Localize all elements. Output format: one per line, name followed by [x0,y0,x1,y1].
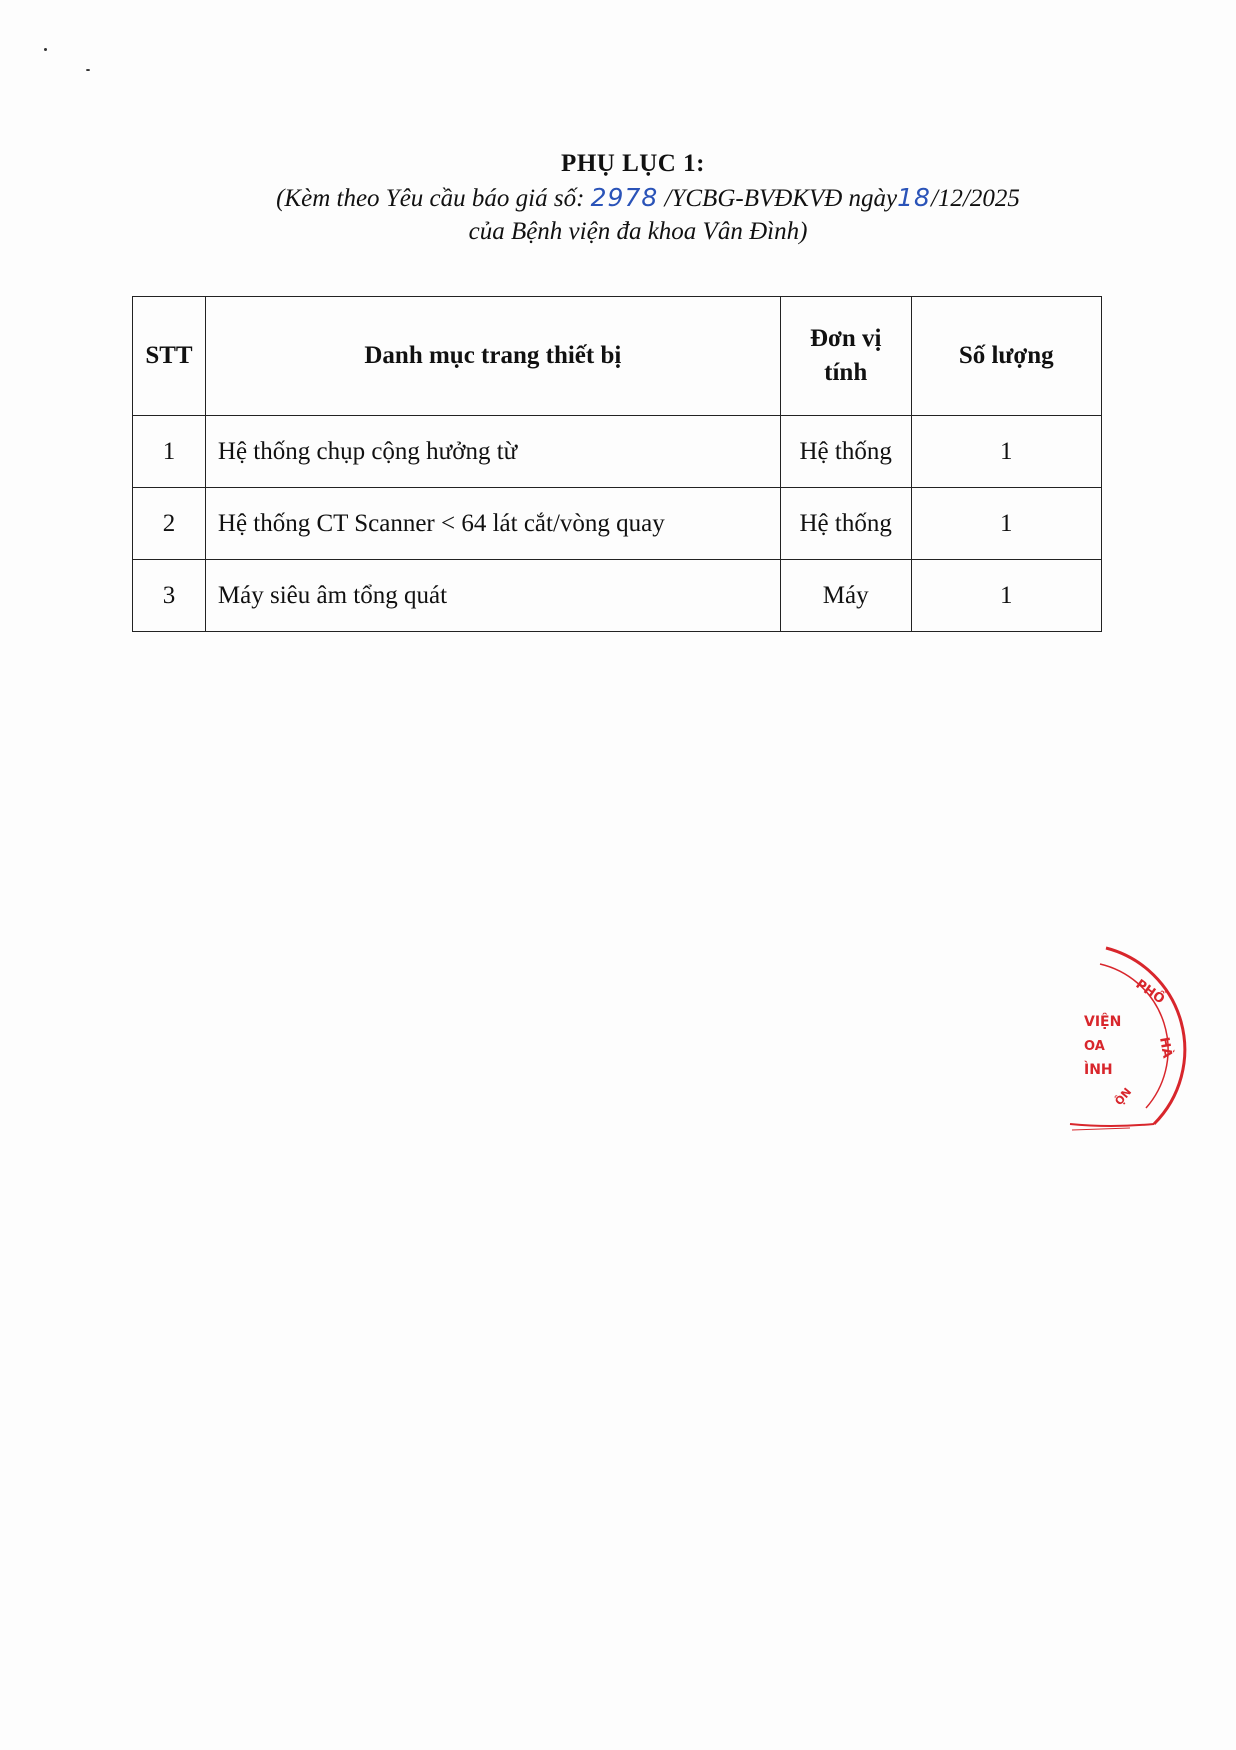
table-header-row [133,297,1102,416]
stamp-text: OA [1084,1039,1105,1054]
handwritten-day: 18 [897,183,931,212]
cell-equipment-name: Hệ thống CT Scanner < 64 lát cắt/vòng quay [205,488,780,560]
reference-middle: /YCBG-BVĐKVĐ ngày [658,185,898,212]
header-stt: STT [133,297,206,416]
appendix-title: PHỤ LỤC 1: [561,150,705,177]
reference-line [60,183,1236,213]
table-row [133,560,1102,632]
stamp-text: HÀ [1156,1036,1175,1060]
stamp-text: PHỐ [1132,976,1168,1008]
stamp-text: VIỆN [1084,1014,1122,1030]
table-row [133,416,1102,488]
cell-stt: 1 [133,416,206,488]
cell-unit: Hệ thống [780,488,911,560]
cell-stt: 3 [133,560,206,632]
document-heading [0,150,1236,246]
reference-suffix: /12/2025 [930,185,1020,212]
table-row [133,488,1102,560]
handwritten-number: 2978 [590,183,659,212]
cell-equipment-name: Hệ thống chụp cộng hưởng từ [205,416,780,488]
official-seal-stamp [1060,940,1190,1140]
reference-prefix: (Kèm theo Yêu cầu báo giá số: [276,185,591,212]
cell-quantity: 1 [911,560,1101,632]
header-unit-line1: Đơn vị [809,325,882,353]
header-equipment-list: Danh mục trang thiết bị [205,297,780,416]
scan-speck [86,69,90,71]
stamp-text: ÌNH [1084,1062,1113,1078]
stamp-text: ỘN [1112,1085,1135,1108]
cell-equipment-name: Máy siêu âm tổng quát [205,560,780,632]
cell-stt: 2 [133,488,206,560]
cell-quantity: 1 [911,488,1101,560]
header-unit-line2: tính [824,359,868,386]
header-quantity: Số lượng [911,297,1101,416]
header-unit [780,297,911,416]
scan-speck [44,48,47,51]
cell-unit: Máy [780,560,911,632]
issuer-line: của Bệnh viện đa khoa Vân Đình) [468,218,808,245]
cell-unit: Hệ thống [780,416,911,488]
cell-quantity: 1 [911,416,1101,488]
equipment-table [132,296,1102,632]
